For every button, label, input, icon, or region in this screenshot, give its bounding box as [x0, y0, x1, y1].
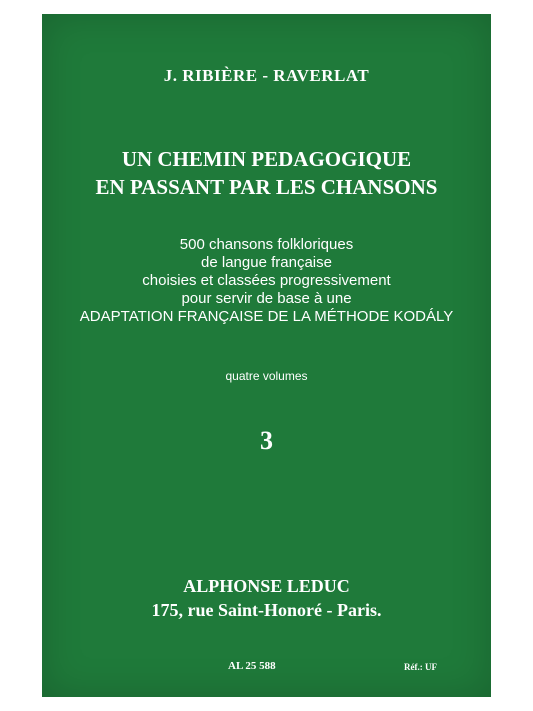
catalog-code: AL 25 588: [228, 660, 276, 672]
publisher-name: ALPHONSE LEDUC: [183, 576, 350, 596]
publisher-block: [42, 574, 491, 622]
subtitle-line-2: de langue française: [201, 254, 332, 271]
subtitle-line-4: pour servir de base à une: [181, 290, 352, 307]
reference-code: Réf.: UF: [404, 662, 437, 672]
title-line-1: UN CHEMIN PEDAGOGIQUE: [121, 147, 412, 171]
subtitle-line-3: choisies et classées progressivement: [142, 272, 391, 289]
subtitle-line-1: 500 chansons folkloriques: [179, 236, 354, 253]
subtitle-line-5: ADAPTATION FRANÇAISE DE LA MÉTHODE KODÁLY: [79, 308, 454, 325]
volumes-note: quatre volumes: [225, 369, 308, 383]
book-cover: [42, 14, 491, 697]
title-line-2: EN PASSANT PAR LES CHANSONS: [95, 175, 438, 199]
publisher-address: 175, rue Saint-Honoré - Paris.: [151, 600, 382, 620]
book-subtitle: [42, 236, 491, 326]
volume-number: 3: [260, 426, 273, 455]
book-title: [42, 145, 491, 201]
author-name: J. RIBIÈRE - RAVERLAT: [163, 66, 370, 85]
